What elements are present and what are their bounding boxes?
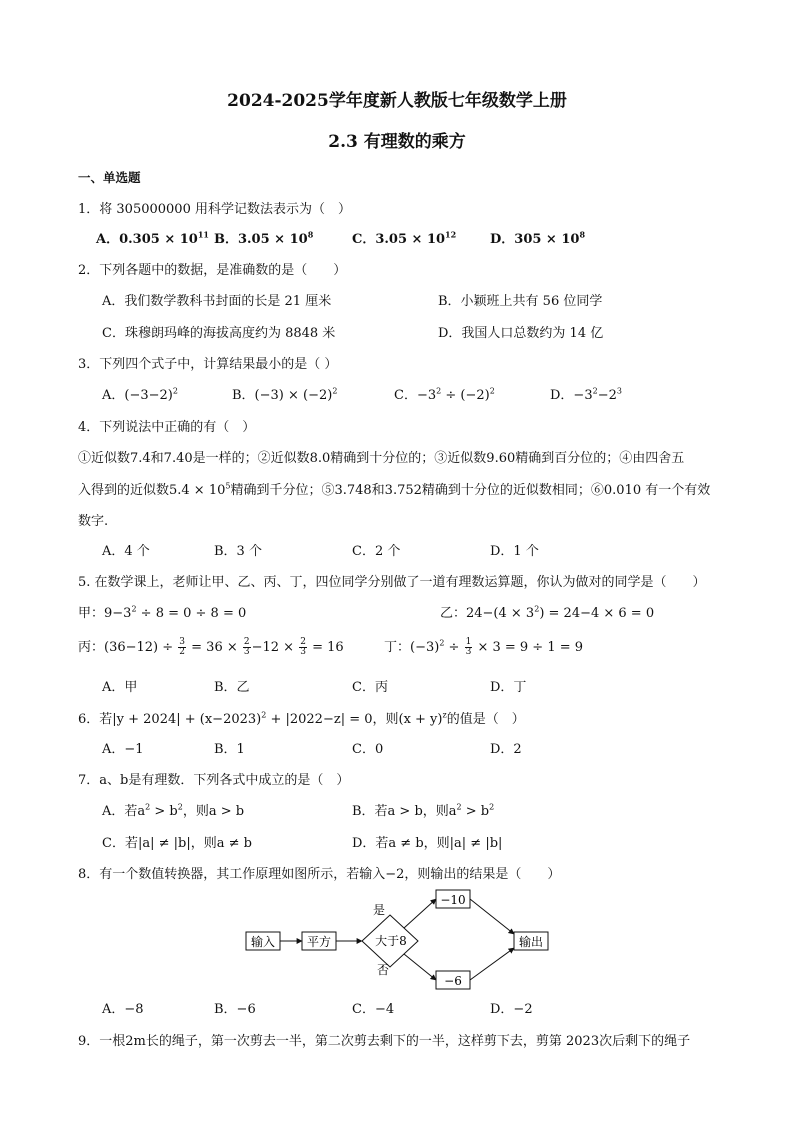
page-title: 2024-2025学年度新人教版七年级数学上册 — [227, 91, 567, 111]
q7-option-a: A．若$a^2 > b^2$，则a > b — [102, 802, 245, 819]
flow-no-label: 否 — [376, 963, 390, 977]
q8-stem: 8．有一个数值转换器，其工作原理如图所示，若输入−2，则输出的结果是（ ） — [78, 867, 561, 882]
flow-square-box — [302, 932, 336, 950]
q6-option-d: D．2 — [490, 742, 522, 757]
q4-stem: 4．下列说法中正确的有（ ） — [78, 420, 256, 435]
q3-option-a: A．$(-3-2)^2$ — [102, 386, 178, 403]
q5-yi: 乙：$24-(4 \times 3^2) = 24-4 \times 6 = 0$ — [440, 604, 655, 621]
q4-option-d: D．1 个 — [490, 544, 539, 559]
q5-jia: 甲：$9-3^2 \div 8 = 0 \div 8 = 0$ — [78, 604, 247, 621]
q8-flowchart — [240, 884, 560, 994]
flow-top-box — [436, 890, 470, 908]
q4-statement-line: 数字. — [78, 514, 109, 529]
flow-arrow — [470, 899, 514, 934]
flow-arrow — [404, 899, 436, 928]
flow-arrow — [404, 954, 436, 980]
q7-option-b: B．若a > b，则$a^2 > b^2$ — [352, 802, 495, 819]
q2-option-b: B．小颖班上共有 56 位同学 — [438, 294, 603, 309]
q1-option-a: A．$0.305 \times 10^{11}$ — [96, 229, 209, 247]
q3-option-c: C．$-3^2 \div (-2)^2$ — [394, 386, 495, 403]
q5-option-d: D．丁 — [490, 680, 527, 695]
q9-stem: 9．一根2m长的绳子，第一次剪去一半，第二次剪去剩下的一半，这样剪下去，剪第 2023次后剩下的绳子 — [78, 1034, 691, 1049]
q5-option-a: A．甲 — [102, 680, 138, 695]
q8-option-a: A．−8 — [102, 1002, 144, 1017]
q7-option-c: C．若|a| ≠ |b|，则a ≠ b — [102, 836, 252, 851]
flow-bottom-label: −6 — [444, 974, 462, 988]
flow-arrow — [470, 948, 514, 980]
flow-bottom-box — [436, 971, 470, 989]
q5-ding: 丁：$(-3)^2$ ÷ $\frac{1}{3}$ × 3 = 9 ÷ 1 = 9 — [384, 637, 584, 657]
q6-option-c: C．0 — [352, 742, 384, 757]
page-subtitle: 2.3 有理数的乘方 — [328, 132, 466, 152]
q2-option-d: D．我国人口总数约为 14 亿 — [438, 326, 604, 341]
q6-stem: 6．若$|y + 2024| + (x-2023)^2 + |2022-z| = 0$，则$(x + y)^z$的值是（ ） — [78, 710, 525, 727]
q7-stem: 7．a、b是有理数．下列各式中成立的是（ ） — [78, 773, 350, 788]
q3-stem: 3．下列四个式子中，计算结果最小的是（ ） — [78, 357, 338, 372]
q4-option-b: B．3 个 — [214, 544, 262, 559]
flow-input-label: 输入 — [250, 935, 276, 949]
flow-square-label: 平方 — [306, 935, 332, 949]
flow-input-box — [246, 932, 280, 950]
section-heading: 一、单选题 — [78, 170, 141, 185]
q2-option-c: C．珠穆朗玛峰的海拔高度约为 8848 米 — [102, 326, 336, 341]
q1-option-b: B．$3.05 \times 10^8$ — [214, 229, 314, 247]
q8-option-c: C．−4 — [352, 1002, 395, 1017]
q1-option-c: C．$3.05 \times 10^{12}$ — [352, 229, 457, 247]
q5-option-c: C．丙 — [352, 680, 388, 695]
q4-option-c: C．2 个 — [352, 544, 401, 559]
q3-option-b: B．$(-3) \times (-2)^2$ — [232, 386, 338, 403]
q2-stem: 2．下列各题中的数据，是准确数的是（ ） — [78, 263, 347, 278]
q6-option-b: B．1 — [214, 742, 245, 757]
flow-top-label: −10 — [440, 893, 466, 907]
q2-option-a: A．我们数学教科书封面的长是 21 厘米 — [102, 294, 332, 309]
flow-output-label: 输出 — [518, 935, 544, 949]
q1-stem: 1．将 305000000 用科学记数法表示为（ ） — [78, 202, 351, 217]
q5-stem: 5. 在数学课上，老师让甲、乙、丙、丁，四位同学分别做了一道有理数运算题，你认为做对的同学是（ ） — [78, 575, 706, 590]
q4-statement-line: ①近似数7.4和7.40是一样的；②近似数8.0精确到十分位的；③近似数9.60精确到百分位的；④由四舍五 — [78, 451, 685, 466]
q4-option-a: A．4 个 — [102, 544, 150, 559]
flow-yes-label: 是 — [372, 903, 386, 917]
flow-output-box — [514, 932, 548, 950]
q5-bing: 丙：(36−12) ÷ $\frac{3}{2}$ = 36 × $\frac{2}{3}$ −12 × $\frac{2}{3}$ = 16 — [78, 637, 344, 657]
q5-option-b: B．乙 — [214, 680, 250, 695]
q3-option-d: D．$-3^2-2^3$ — [550, 386, 622, 403]
q1-option-d: D．$305 \times 10^8$ — [490, 229, 586, 247]
q8-option-d: D．−2 — [490, 1002, 533, 1017]
q6-option-a: A．−1 — [102, 742, 144, 757]
flow-decision-label: 大于8 — [375, 934, 407, 948]
q4-statement-line: 入得到的近似数$5.4 \times 10^5$精确到千分位；⑤3.748和3.752精确到十分位的近似数相同；⑥0.010 有一个有效 — [78, 481, 711, 498]
q7-option-d: D．若a ≠ b，则|a| ≠ |b| — [352, 836, 503, 851]
q8-option-b: B．−6 — [214, 1002, 256, 1017]
